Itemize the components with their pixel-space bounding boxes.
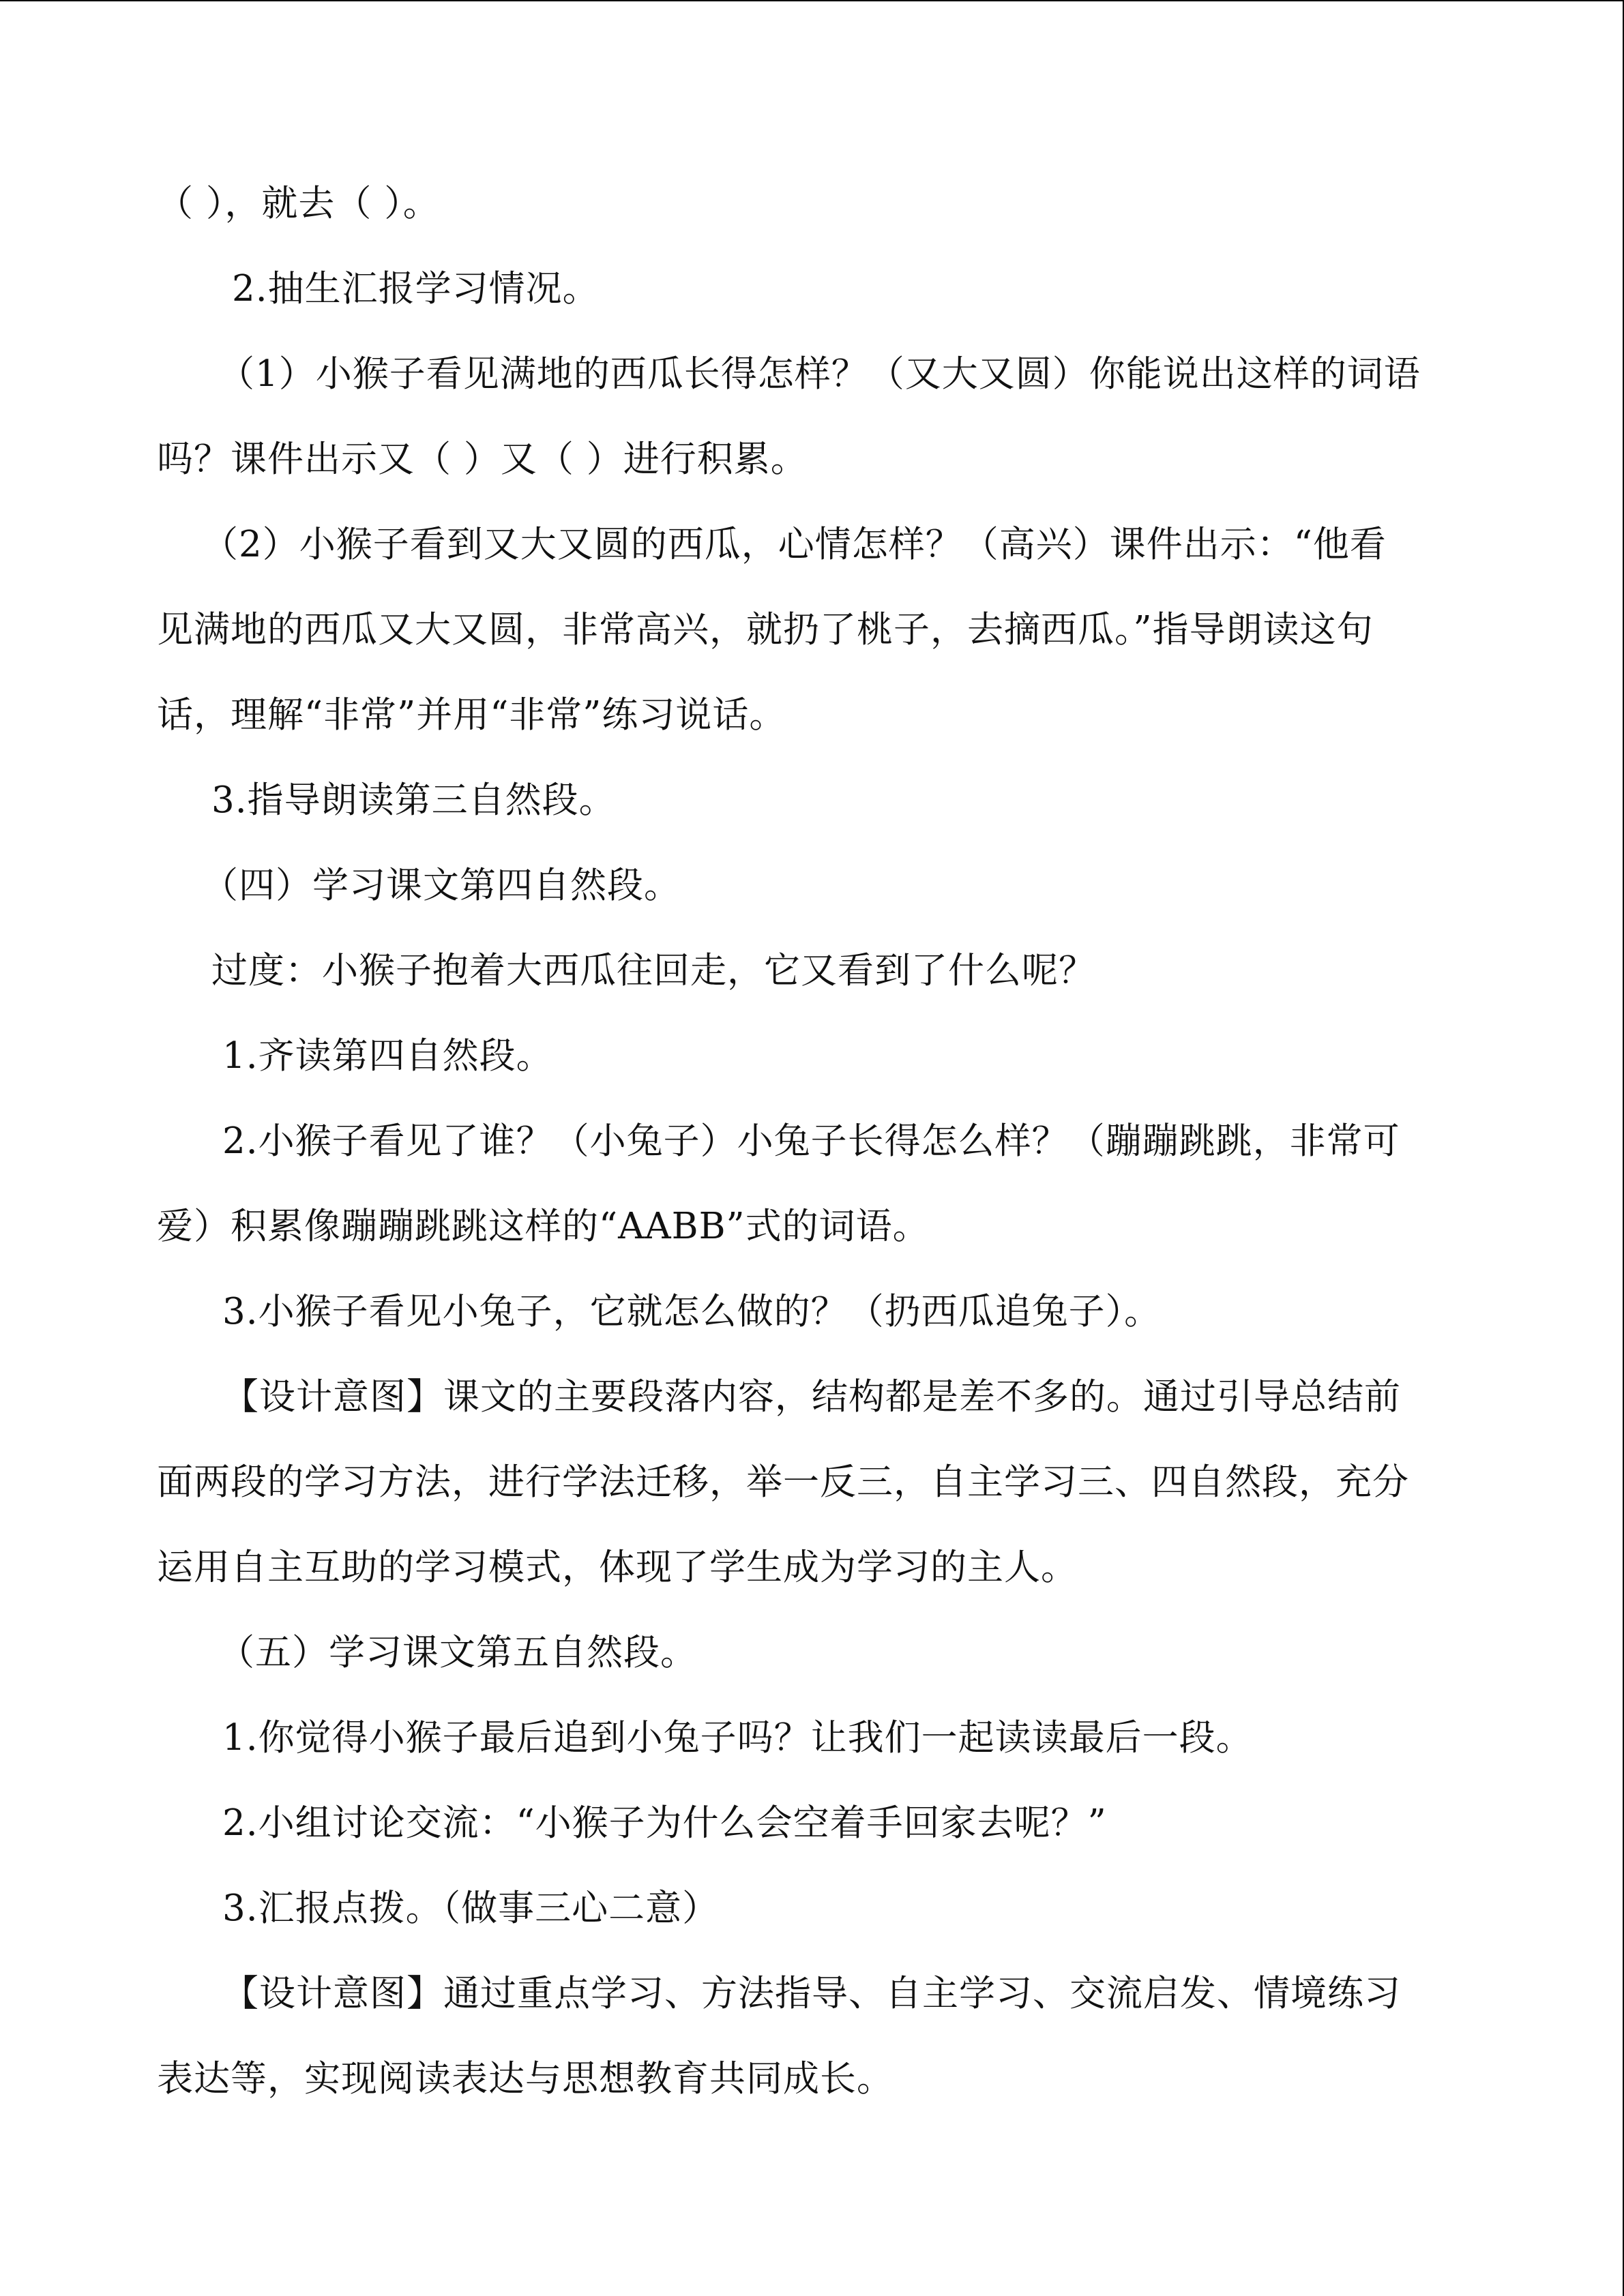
text-line: 【设计意图】通过重点学习、方法指导、自主学习、交流启发、情境练习: [222, 1973, 1401, 2014]
text-line: （四）学习课文第四自然段。: [202, 865, 681, 906]
text-line: 话，理解“非常”并用“非常”练习说话。: [157, 694, 786, 736]
text-line: 3.小猴子看见小兔子，它就怎么做的？（扔西瓜追兔子）。: [222, 1291, 1162, 1332]
text-line: 表达等，实现阅读表达与思想教育共同成长。: [157, 2058, 894, 2100]
text-line: 1.你觉得小猴子最后追到小兔子吗？让我们一起读读最后一段。: [222, 1717, 1253, 1759]
text-line: 2.小组讨论交流：“小猴子为什么会空着手回家去呢？”: [222, 1802, 1107, 1844]
text-line: 1.齐读第四自然段。: [222, 1035, 553, 1077]
text-line: 吗？课件出示又（ ）又（ ）进行积累。: [157, 438, 808, 480]
text-line: 爱）积累像蹦蹦跳跳这样的“AABB”式的词语。: [157, 1206, 930, 1247]
text-line: 见满地的西瓜又大又圆，非常高兴，就扔了桃子，去摘西瓜。”指导朗读这句: [157, 609, 1374, 651]
text-line: 过度：小猴子抱着大西瓜往回走，它又看到了什么呢？: [211, 950, 1095, 992]
text-line: 3.指导朗读第三自然段。: [211, 779, 616, 821]
text-line: 3.汇报点拨。（做事三心二意）: [222, 1888, 720, 1929]
text-line: 2.小猴子看见了谁？（小兔子）小兔子长得怎么样？（蹦蹦跳跳，非常可: [222, 1120, 1400, 1162]
top-border-line: [0, 0, 1624, 1]
text-line: （五）学习课文第五自然段。: [218, 1632, 697, 1673]
text-line: 【设计意图】课文的主要段落内容，结构都是差不多的。通过引导总结前: [222, 1376, 1401, 1418]
text-line: 2.抽生汇报学习情况。: [232, 268, 600, 310]
text-line: （1）小猴子看见满地的西瓜长得怎样？（又大又圆）你能说出这样的词语: [218, 353, 1421, 395]
text-line: 运用自主互助的学习模式，体现了学生成为学习的主人。: [157, 1547, 1078, 1588]
text-line: （2）小猴子看到又大又圆的西瓜，心情怎样？（高兴）课件出示：“他看: [202, 524, 1387, 565]
text-line: （ ），就去（ ）。: [157, 183, 440, 224]
document-body: [157, 161, 1453, 2121]
text-line: 面两段的学习方法，进行学法迁移，举一反三，自主学习三、四自然段，充分: [157, 1461, 1409, 1503]
